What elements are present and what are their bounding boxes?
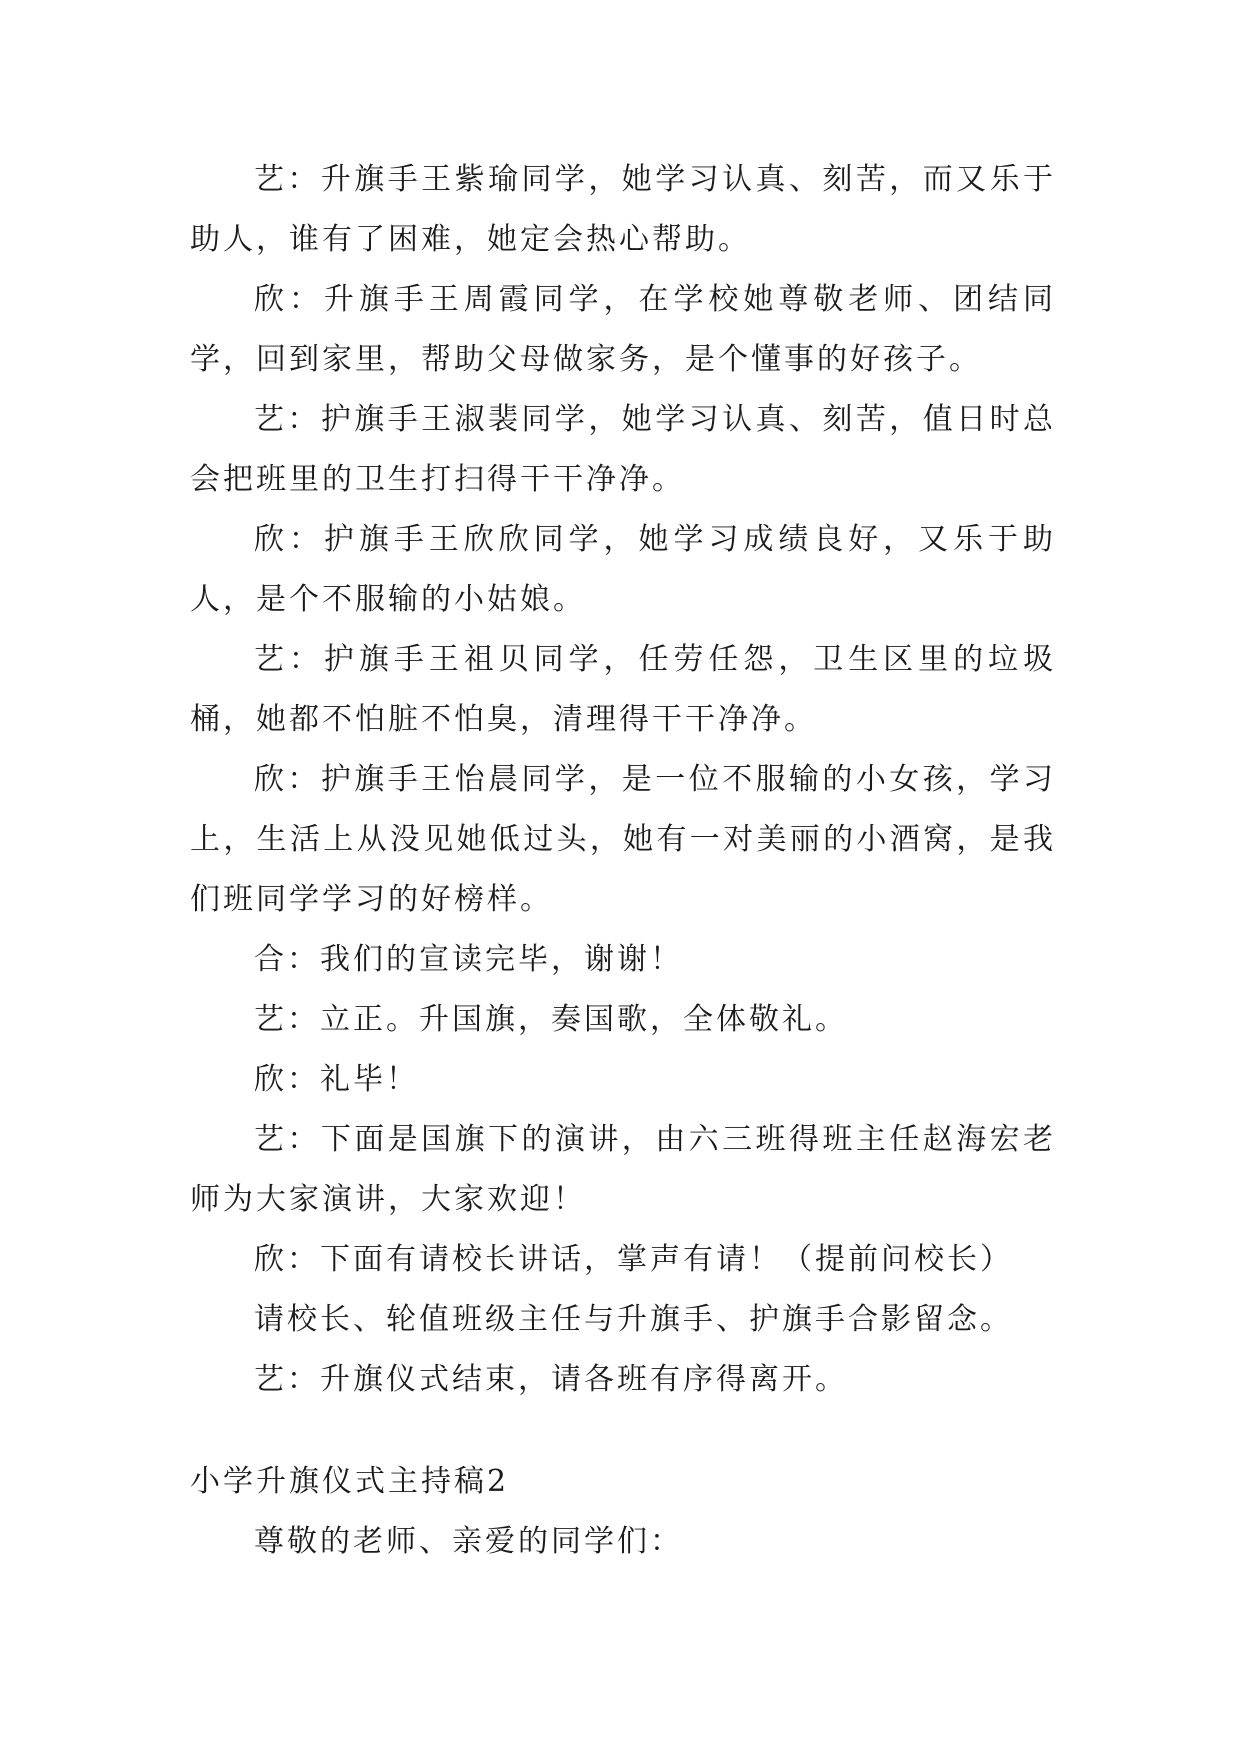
paragraph-2: 欣：升旗手王周霞同学，在学校她尊敬老师、团结同学，回到家里，帮助父母做家务，是个懂事的好孩子。 bbox=[190, 282, 1056, 377]
paragraph-12: 请校长、轮值班级主任与升旗手、护旗手合影留念。 bbox=[254, 1302, 1013, 1337]
paragraph-10: 艺：下面是国旗下的演讲，由六三班得班主任赵海宏老师为大家演讲，大家欢迎！ bbox=[190, 1122, 1056, 1217]
opening-salutation: 尊敬的老师、亲爱的同学们： bbox=[254, 1524, 683, 1559]
paragraph-3: 艺：护旗手王淑裴同学，她学习认真、刻苦，值日时总会把班里的卫生打扫得干干净净。 bbox=[190, 402, 1056, 497]
paragraph-8: 艺：立正。升国旗，奏国歌，全体敬礼。 bbox=[254, 1002, 848, 1037]
section-title: 小学升旗仪式主持稿2 bbox=[190, 1464, 510, 1499]
paragraph-5: 艺：护旗手王祖贝同学，任劳任怨，卫生区里的垃圾桶，她都不怕脏不怕臭，清理得干干净净。 bbox=[190, 642, 1056, 737]
paragraph-11: 欣：下面有请校长讲话，掌声有请！（提前问校长） bbox=[254, 1242, 1013, 1277]
paragraph-6: 欣：护旗手王怡晨同学，是一位不服输的小女孩，学习上，生活上从没见她低过头，她有一对美丽的小酒窝，是我们班同学学习的好榜样。 bbox=[190, 762, 1056, 917]
paragraph-7: 合：我们的宣读完毕，谢谢！ bbox=[254, 942, 683, 977]
paragraph-9: 欣：礼毕！ bbox=[254, 1062, 419, 1097]
paragraph-1: 艺：升旗手王紫瑜同学，她学习认真、刻苦，而又乐于助人，谁有了困难，她定会热心帮助。 bbox=[190, 162, 1056, 257]
document-body bbox=[190, 150, 1056, 1572]
paragraph-13: 艺：升旗仪式结束，请各班有序得离开。 bbox=[254, 1362, 848, 1397]
paragraph-4: 欣：护旗手王欣欣同学，她学习成绩良好，又乐于助人，是个不服输的小姑娘。 bbox=[190, 522, 1056, 617]
